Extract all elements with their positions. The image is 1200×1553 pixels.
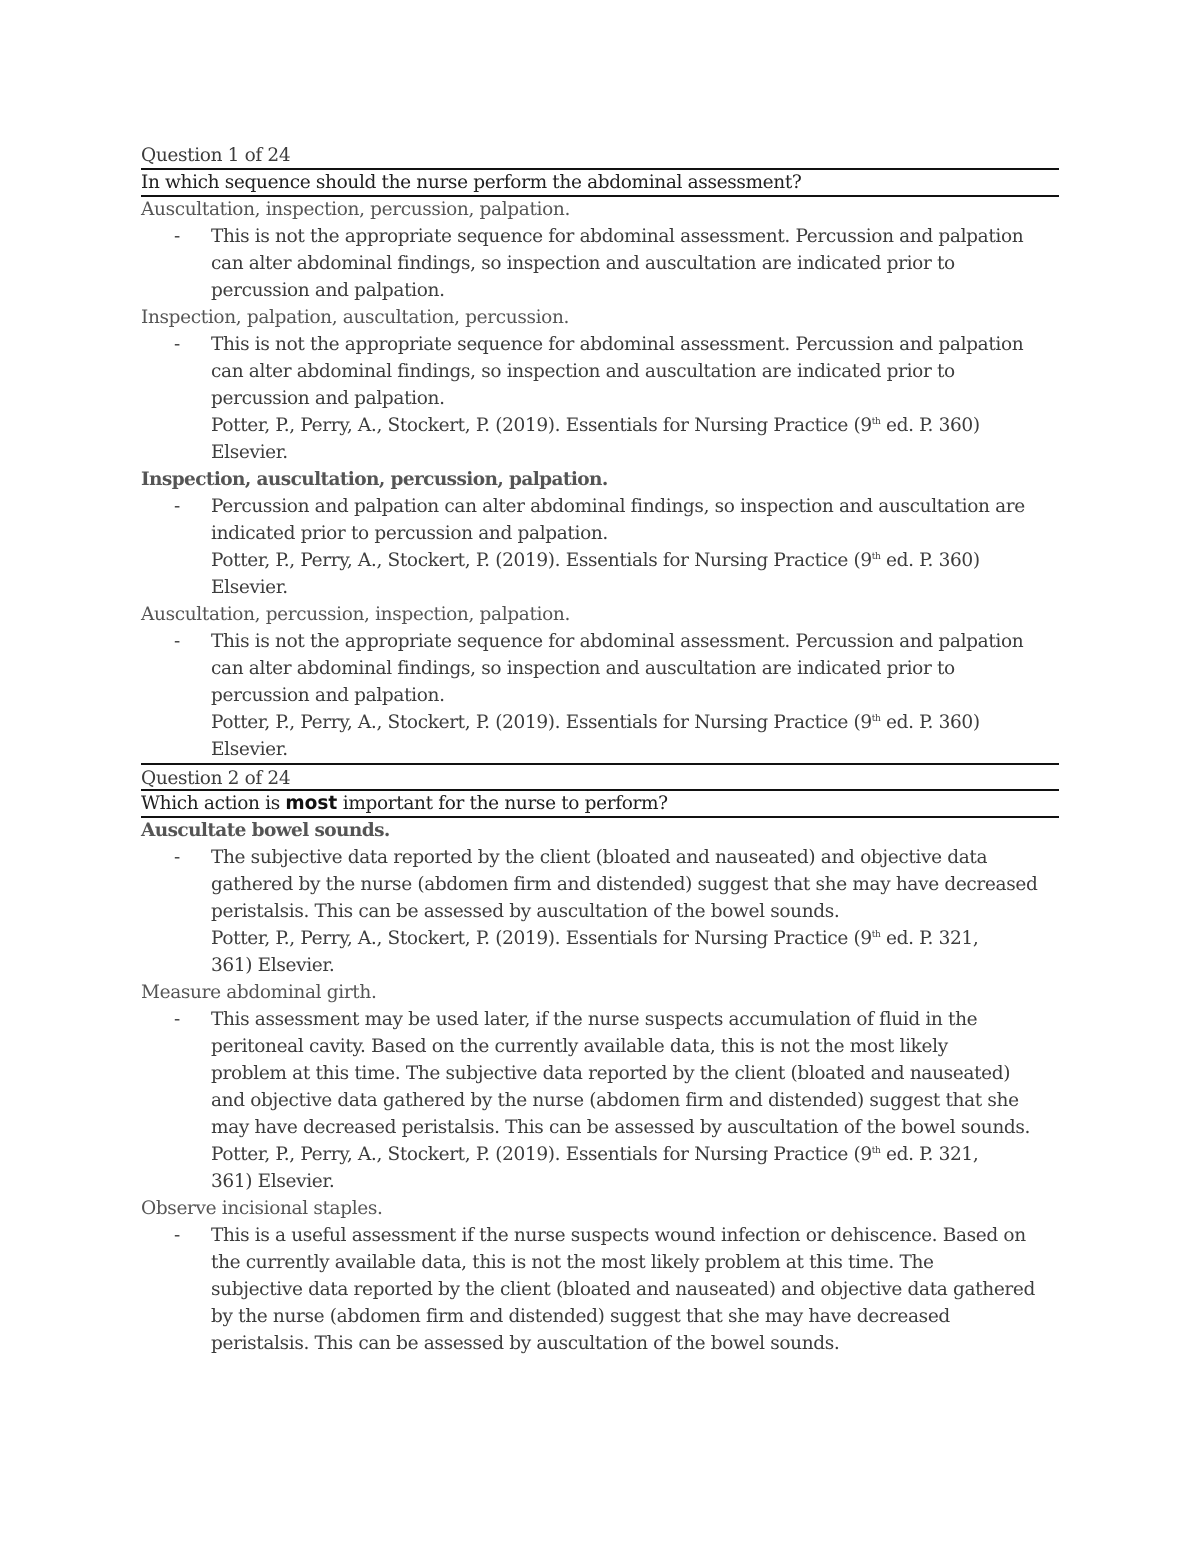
list-dash: -: [174, 631, 180, 652]
question-1-title: Question 1 of 24: [141, 142, 1059, 169]
reference-citation-publisher: Elsevier.: [211, 739, 288, 760]
reference-citation: Potter, P., Perry, A., Stockert, P. (2019). Essentials for Nursing Practice (9th ed. P. 360): [211, 550, 980, 571]
question-1-stem: In which sequence should the nurse perform the abdominal assessment?: [141, 169, 1059, 196]
rationale-line: can alter abdominal findings, so inspection and auscultation are indicated prior to: [211, 361, 955, 382]
q1-option-1-rationale: [141, 223, 1059, 304]
rationale-line: This assessment may be used later, if the nurse suspects accumulation of fluid in the: [211, 1009, 978, 1030]
rationale-line: and objective data gathered by the nurse (abdomen firm and distended) suggest that she: [211, 1090, 1019, 1111]
q2-option-2: Measure abdominal girth.: [141, 982, 377, 1003]
rationale-line: This is not the appropriate sequence for abdominal assessment. Percussion and palpation: [211, 226, 1024, 247]
question-2-title: Question 2 of 24: [141, 763, 1059, 790]
q1-option-3-rationale: [141, 493, 1059, 601]
rationale-line: peristalsis. This can be assessed by auscultation of the bowel sounds.: [211, 1333, 840, 1354]
rationale-line: Percussion and palpation can alter abdominal findings, so inspection and auscultation are: [211, 496, 1025, 517]
rationale-line: the currently available data, this is not the most likely problem at this time. The: [211, 1252, 934, 1273]
reference-citation: Potter, P., Perry, A., Stockert, P. (2019). Essentials for Nursing Practice (9th ed. P. 360): [211, 415, 980, 436]
reference-citation-publisher: 361) Elsevier.: [211, 955, 335, 976]
reference-citation-publisher: Elsevier.: [211, 442, 288, 463]
document-content: [141, 142, 1059, 1357]
q2-option-1-rationale: [141, 844, 1059, 979]
rationale-line: peristalsis. This can be assessed by auscultation of the bowel sounds.: [211, 901, 840, 922]
rationale-line: This is a useful assessment if the nurse suspects wound infection or dehiscence. Based on: [211, 1225, 1026, 1246]
rationale-line: gathered by the nurse (abdomen firm and distended) suggest that she may have decreased: [211, 874, 1038, 895]
rationale-line: indicated prior to percussion and palpation.: [211, 523, 608, 544]
reference-citation: Potter, P., Perry, A., Stockert, P. (2019). Essentials for Nursing Practice (9th ed. P. 321,: [211, 1144, 979, 1165]
rationale-line: This is not the appropriate sequence for abdominal assessment. Percussion and palpation: [211, 334, 1024, 355]
q2-option-3-rationale: [141, 1222, 1059, 1357]
rationale-line: percussion and palpation.: [211, 280, 445, 301]
rationale-line: percussion and palpation.: [211, 685, 445, 706]
rationale-line: This is not the appropriate sequence for abdominal assessment. Percussion and palpation: [211, 631, 1024, 652]
reference-citation: Potter, P., Perry, A., Stockert, P. (2019). Essentials for Nursing Practice (9th ed. P. 360): [211, 712, 980, 733]
rationale-line: subjective data reported by the client (bloated and nauseated) and objective data gathered: [211, 1279, 1036, 1300]
rationale-line: can alter abdominal findings, so inspection and auscultation are indicated prior to: [211, 253, 955, 274]
rationale-line: problem at this time. The subjective data reported by the client (bloated and nauseated): [211, 1063, 1011, 1084]
list-dash: -: [174, 1225, 180, 1246]
reference-citation: Potter, P., Perry, A., Stockert, P. (2019). Essentials for Nursing Practice (9th ed. P. 321,: [211, 928, 979, 949]
list-dash: -: [174, 334, 180, 355]
q1-option-2-rationale: [141, 331, 1059, 466]
q1-option-1: Auscultation, inspection, percussion, palpation.: [141, 199, 571, 220]
list-dash: -: [174, 496, 180, 517]
question-2-stem: Which action is most important for the nurse to perform?: [141, 790, 1059, 817]
rationale-line: peritoneal cavity. Based on the currently available data, this is not the most likely: [211, 1036, 948, 1057]
reference-citation-publisher: Elsevier.: [211, 577, 288, 598]
q2-option-3: Observe incisional staples.: [141, 1198, 383, 1219]
rationale-line: The subjective data reported by the client (bloated and nauseated) and objective data: [211, 847, 988, 868]
rationale-line: can alter abdominal findings, so inspection and auscultation are indicated prior to: [211, 658, 955, 679]
q1-option-4: Auscultation, percussion, inspection, palpation.: [141, 604, 571, 625]
rationale-line: may have decreased peristalsis. This can be assessed by auscultation of the bowel sounds.: [211, 1117, 1031, 1138]
reference-citation-publisher: 361) Elsevier.: [211, 1171, 335, 1192]
q1-option-3-correct: Inspection, auscultation, percussion, palpation.: [141, 469, 608, 490]
rationale-line: by the nurse (abdomen firm and distended) suggest that she may have decreased: [211, 1306, 950, 1327]
q2-option-1-correct: Auscultate bowel sounds.: [141, 820, 390, 841]
list-dash: -: [174, 847, 180, 868]
q1-option-4-rationale: [141, 628, 1059, 763]
list-dash: -: [174, 1009, 180, 1030]
q1-option-2: Inspection, palpation, auscultation, percussion.: [141, 307, 570, 328]
q2-option-2-rationale: [141, 1006, 1059, 1195]
emphasis-most: most: [285, 793, 338, 814]
list-dash: -: [174, 226, 180, 247]
rationale-line: percussion and palpation.: [211, 388, 445, 409]
